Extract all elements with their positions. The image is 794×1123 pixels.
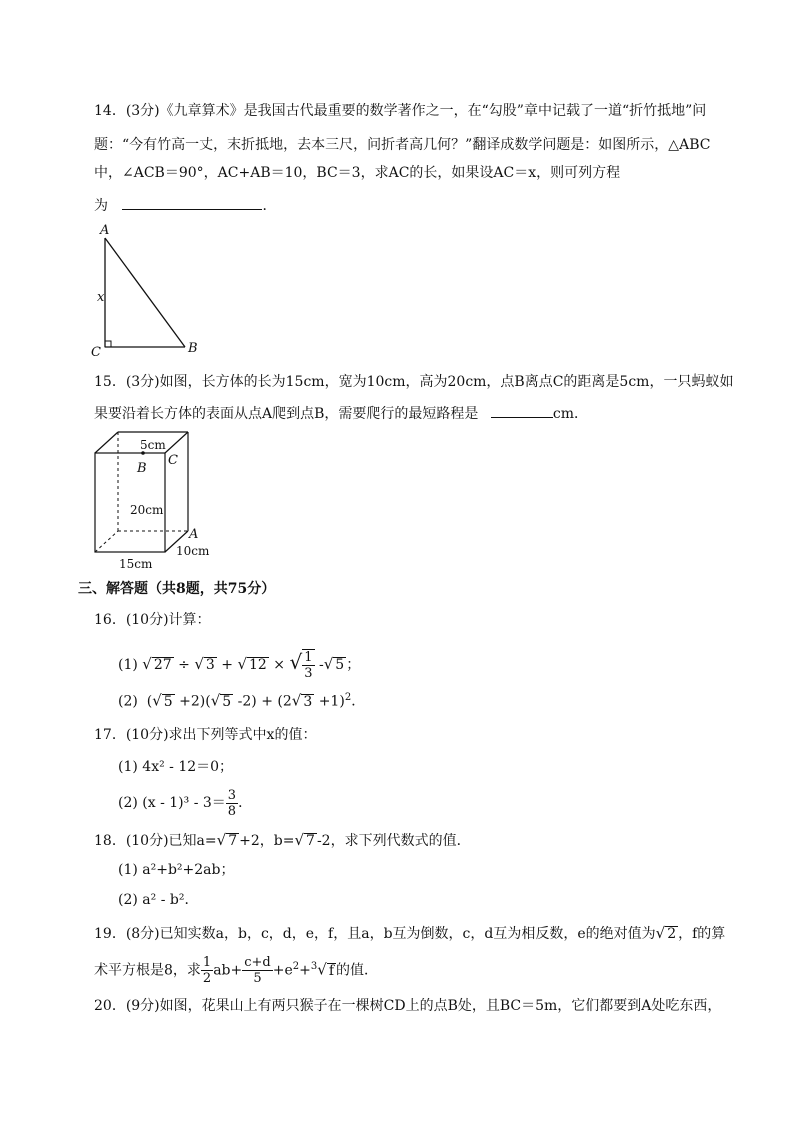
q14-label-b: B <box>188 341 198 356</box>
q15-label-top-dist: 5cm <box>140 438 166 452</box>
q19-line-1-prefix: 19．(8分)已知实数a，b，c，d，e，f，且a，b互为倒数，c，d互为相反数，e的绝对值为 <box>94 926 656 942</box>
q14-label-c: C <box>91 345 101 360</box>
q17-part-1: (1) 4x² - 12＝0； <box>118 759 234 775</box>
q15-label-b: B <box>137 461 147 476</box>
q15-cuboid-figure <box>85 428 225 573</box>
q16-title: 16．(10分)计算： <box>94 612 211 628</box>
q18-part-1: (1) a²+b²+2ab； <box>118 862 235 878</box>
q18-title: 18．(10分)已知a=√ 7 +2，b=√ 7 -2，求下列代数式的值． <box>94 831 471 849</box>
q16-part-1: (1) √ 27 ÷ √ 3 + √ 12 × √ $\frac{1}{3}$ -√ 5 ； <box>118 649 361 681</box>
q17-part-2-label: (2) (x - 1)³ - 3＝ <box>118 795 226 811</box>
q15-label-c: C <box>168 453 178 468</box>
q14-label-x: x <box>97 290 105 305</box>
q19-line-1-suffix: ，f的算 <box>678 926 726 942</box>
q15-line-2-suffix: cm． <box>552 406 588 422</box>
q15-line-1: 15．(3分)如图，长方体的长为15cm，宽为10cm，高为20cm，点B离点C的距离是5cm，一只蚂蚁如 <box>94 374 734 390</box>
q14-label-a: A <box>100 223 110 238</box>
q16-part-2: (2) (√ 5 +2)(√ 5 -2) + (2√ 3 +1)$^2$． <box>118 691 366 710</box>
q14-line-4-suffix: ． <box>262 198 277 214</box>
q15-label-width: 10cm <box>176 544 210 558</box>
q20-line-1: 20．(9分)如图，花果山上有两只猴子在一棵树CD上的点B处，且BC＝5m，它们都要到A处吃东西， <box>94 998 722 1014</box>
q14-line-4-prefix: 为 <box>94 198 108 214</box>
q19-line-2-suffix: 的值． <box>336 962 378 979</box>
q16-part-1-label: (1) <box>118 657 138 673</box>
q15-line-2 <box>94 403 588 424</box>
q19-line-2: 术平方根是8，求 $\frac{1}{2}$ ab+ $\frac{c+d}{5}$ $+e^2+^3√$ f 的值． <box>94 955 378 987</box>
q15-line-2-prefix: 果要沿着长方体的表面从点A爬到点B，需要爬行的最短路程是 <box>94 406 479 422</box>
q19-line-1: 19．(8分)已知实数a，b，c，d，e，f，且a，b互为倒数，c，d互为相反数，e的绝对值为√ 2 ，f的算 <box>94 924 726 942</box>
q14-line-3: 中，∠ACB＝90°，AC+AB＝10，BC＝3，求AC的长，如果设AC＝x，则可列方程 <box>94 165 621 181</box>
q14-line-4 <box>94 195 276 216</box>
q14-triangle-figure <box>85 220 215 360</box>
q14-answer-blank <box>122 195 262 210</box>
q18-title-prefix: 18．(10分)已知a= <box>94 833 217 849</box>
q18-title-suffix: -2，求下列代数式的值． <box>316 833 471 849</box>
q18-part-2: (2) a² - b²． <box>118 892 199 908</box>
q15-label-height: 20cm <box>130 503 164 517</box>
q16-part-2-label: (2) <box>118 693 138 710</box>
q15-label-length: 15cm <box>119 557 153 571</box>
q14-line-1: 14．(3分)《九章算术》是我国古代最重要的数学著作之一，在“勾股”章中记载了一道“折竹抵地”问 <box>94 103 707 119</box>
section-3-heading: 三、解答题（共8题，共75分） <box>78 581 276 597</box>
q15-label-a: A <box>189 527 199 542</box>
q19-line-2-prefix: 术平方根是8，求 <box>94 962 201 979</box>
q14-line-2: 题：“今有竹高一丈，末折抵地，去本三尺，问折者高几何？”翻译成数学问题是：如图所示，△ABC <box>94 137 711 153</box>
q18-title-mid: +2，b= <box>239 833 295 849</box>
q17-part-2: (2) (x - 1)³ - 3＝ $\frac{3}{8}$ ． <box>118 787 253 819</box>
q17-title: 17．(10分)求出下列等式中x的值： <box>94 727 317 743</box>
q15-answer-blank <box>491 403 553 418</box>
